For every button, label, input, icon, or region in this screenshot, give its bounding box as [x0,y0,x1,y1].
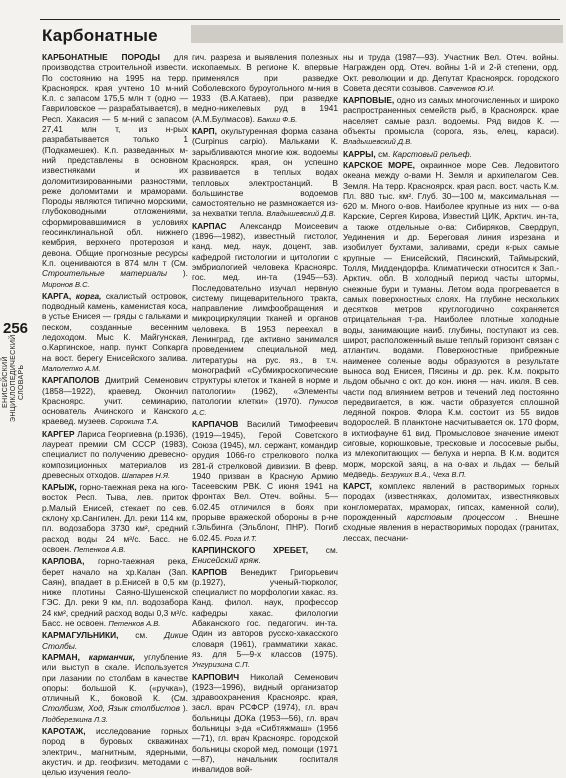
dictionary-entry [192,52,338,125]
dictionary-entry [343,149,559,159]
entry-headword: КАРПАС [192,220,227,231]
entry-text: исследование горных пород в буровых скважинах электрич., магнитным, ядерными, акустич. и др. геофизич. методами с целью изучения геоло- [42,726,188,778]
entry-author: Сорокина Т.А. [109,417,160,427]
entry-cross-reference: Енисейский кряж. [192,555,261,566]
page-number: 256 [3,320,29,337]
entry-author: Бакиш Ф.Б. [257,114,298,124]
header-rule [40,19,560,20]
entry-headword: КАРП, [192,126,217,137]
dictionary-entry [192,126,338,220]
entry-cross-reference: Дикие Столбы. [42,630,188,651]
text-column-3 [343,52,559,544]
dictionary-entry [192,545,338,566]
entry-author: Рога И.Т. [224,533,257,543]
dictionary-entry [192,567,338,671]
entry-headword: КАРПОВЫЕ, [343,95,395,106]
dictionary-entry [42,726,188,777]
entry-headword: КАРГА, [42,290,72,301]
entry-author: Владышевский Д.В. [266,209,336,219]
page-sidebar [0,320,34,430]
dictionary-entry [42,52,188,290]
entry-text: см. [325,544,338,555]
entry-text: Лариса Георгиевна (р.1936), лауреат премии СМ СССР (1983), специалист по получению древесно-композиционных материалов из древесных отходов. [42,428,188,480]
dictionary-entry [192,221,338,419]
entry-cross-reference: карстовым процессом [406,512,505,523]
entry-headword: КАРГЕР [42,428,75,439]
entry-text: ны и труда (1987—93). Участник Вел. Отеч. войны. Награжден орд. Отеч. войны 1-й и 2-й степени, орд. Окт. революции и др. Депутат Красноярск. городского Совета десяти созывов. [343,52,559,93]
dictionary-entry [343,95,559,147]
entry-text: Александр Моисеевич (1896—1982), известный гистолог, канд. мед. наук, доцент, зав. кафедрой гистологии и цитологии с эмбриологией человека Красноярс. гос. мед. ин-та (1945—53). Последовательно изучал нервную систему пищеварительного тракта, направление лимфообращения и микроциркуляции тканей и органов человека. В 1953 переехал в Ленинград, где активно занимался проведением специальной мед. литературы на рус. яз., в т.ч. монографий «Субмикроскопические структуры клеток и тканей в норме и патологии» (1962), «Элементы патологии клетки» (1970). [192,220,338,406]
entry-text-tail: . Внешне сходные явления в нерастворимых породах (гранитах, лессах, песчани- [343,512,559,543]
entry-text-tail: ). [182,703,188,714]
entry-headword: КАРБОНАТНЫЕ ПОРОДЫ [42,52,160,62]
dictionary-entry [42,652,188,725]
entry-headword: КАРМАН, [42,651,80,662]
entry-text: одно из самых многочисленных и широко распространенных семейств рыб, в Красноярск. крае населяет самые разл. водоемы. Ряд видов К. — объекты промысла (сорога, язь, елец, караси). [343,95,559,137]
entry-headword: КАРПИНСКОГО ХРЕБЕТ, [192,544,309,555]
entry-text: см. [378,148,391,159]
entry-text: комплекс явлений в растворимых горных породах (известняках, доломитах, известняковых конгломератах, мраморах, гипсах, каменной соли), порожденный [343,481,559,523]
entry-author: Владышевский Д.В. [343,137,413,147]
entry-headword: КАРОТАЖ, [42,726,86,736]
entry-author: Шапарев Н.Я. [121,470,171,480]
entry-cross-reference: Столбизм, Ход, Язык столбистов [42,703,180,714]
dictionary-entry [42,429,188,481]
entry-text: углубление или выступ в скале. Используется при лазании по столбам в качестве опоры: большой К. («ручка»), отличный К., боковой К. (См. [42,651,188,704]
entry-author: Миронов В.С. [42,279,90,289]
entry-text: гич. разреза и выявления полезных ископаемых. В регионе К. впервые применялся при разведке Соболевского буроугольного м-ния в 1933 (В.А.Катаев), при разведке медно-никелевых руд в 1941 (А.М.Булмасов). [192,52,338,124]
entry-text: окраинное море Сев. Ледовитого океана между о-вами Н. Земля и архипелагом Сев. Земля. На терр. Красноярск. края расп. вост. часть К.м. Пл. 880 тыс. км². Глуб. 30—100 м, максимальная — 620 м. Много о-вов. Наиболее крупные из них — о-ва Карские, Сергея Кирова, Известий ЦИК, Арктич. ин-та, а также отдельные о-ва: Сибиряков, Свердруп, Уединения и др. Береговая линия изрезана и изобилует бухтами, заливами, среди к-рых самые крупные — Енисейский, Пясинский, Таймырский, Толля, Миддендорфа. Климатически относится к Зап.-Арктич. обл. В холодный период часты штормы, снежные бури и туманы. Летом вода прогревается в самых поверхностных слоях. На глубине нескольких десятков метров круглогодично сохраняется отрицательная т-ра. Наиболее плотные холодные воды, занимающие наиб. глубины, поступают из сев. широт, расположенный выше теплый горизонт связан с атлантич. водами. Поверхностные прибрежные наименее соленые воды образуются в результате выноса вод Енисея, Пясины и др. рек. К.м. покрыто льдом обычно с окт. до кон. июня — нач. июля. В сев. части под влиянием ветров и течений лед постоянно передвигается, в юж. части образуется сплошной ледяной покров. Флора К.м. состоит из 55 видов водорослей. В планктоне насчитывается ок. 170 форм, в ихтиофауне 61 вид. Промысловое значение имеют сиговые, корюшковые, тресковые и лососевые рыбы, из млекопитающих — белуха и нерпа. В К.м. водится морж, морской заяц, а на о-вах и льдах — белый медведь. [343,159,559,479]
entry-text: Дмитрий Семенович (1858—1922), краевед. Окончил Красноярс. учит. семинарию, основатель Ачинского и Канского краевед. музеев. [42,375,188,427]
entry-author: Петенков А.В. [73,544,126,554]
dictionary-entry [343,52,559,94]
entry-headword-variant: карманчик, [88,651,136,662]
entry-cross-reference: Карстовый рельеф. [392,148,472,159]
entry-cross-reference: Строительные материалы [42,268,168,279]
entry-headword: КАРПОВИЧ [192,671,240,682]
entry-text: Венедикт Григорьевич (р.1927), ученый-тюрколог, специалист по морфологии хакас. яз. Канд. филол. наук, профессор кафедры хакас. филологии Абаканского гос. педагогич. ин-та. Один из авторов русско-хакасского словаря (1961), грамматики хакас. яз. для 5—9-х классов (1975). [192,566,339,659]
dictionary-entry [192,672,338,775]
text-column-2 [192,52,338,775]
entry-headword: КАРСКОЕ МОРЕ, [343,159,415,170]
entry-headword: КАРСТ, [343,481,372,492]
entry-author: Малолетко А.М. [42,363,101,373]
dictionary-entry [343,160,559,480]
page-title: Карбонатные [42,26,158,45]
entry-author: Пунисов А.С. [192,396,338,418]
dictionary-entry [42,375,188,427]
entry-author: Петенков А.В. [108,619,161,629]
entry-headword: КАРГАПОЛОВ [42,375,100,386]
dictionary-entry [192,419,338,544]
entry-text: для производства строительной извести. По состоянию на 1995 на терр. Красноярск. края учтено 10 м-ний К.п. с запасом 175,5 млн т (одно — Гавриловское — разрабатывается), в Респ. Хакасия — 5 м-ний с запасом 27,41 млн т, из н-рых разрабатывается только 1 (Подкамешек). К.п. разведанных м-ний представлены в основном известняками и их доломитизированными разностями, реже доломитами и мраморами. Породы являются типично морскими, глубоководными отложениями, сформировавшимися в условиях геосинклинальной обл. нижнего кембрия, верхнего протерозоя и девона. Общие прогнозные ресурсы К.п. оцениваются в 874 млн т (См. [42,52,188,268]
entry-text: скалистый островок, подводный камень, каменистая коса, в устье Енисея — гряды с гальками и песком, созданные весенним ледоходом. Мыс К. Майгунская, о.Каргинское, напр. пункт Сопкарга на вост. берегу Енисейского залива. [42,290,189,363]
dictionary-entry [42,630,188,651]
entry-headword: КАРЛОВА, [42,556,85,567]
text-column-1 [42,52,188,778]
book-title-vertical: ЕНИСЕЙСКИЙ ЭНЦИКЛОПЕДИЧЕСКИЙ СЛОВАРЬ [2,334,25,422]
entry-author: Унгуризина С.П. [192,660,250,670]
entry-text: горно-таежная река, берет начало на хр.Калан (Зап. Саян), впадает в р.Енисей в 0,5 км ниже плотины Саяно-Шушенской ГЭС. Дл. реки 9 км, пл. водозабора 24 км², средний расход воды 0,3 м³/с. Басс. не освоен. [42,556,188,629]
entry-headword: КАРЫЖ, [42,482,77,493]
entry-text: Василий Тимофеевич (1919—1945), Герой Советского Союза (1945), мл. сержант, командир орудия 1066-го стрелкового полка 281-й стрелковой дивизии. В февр. 1940 призван в Красную Армию Тасеевским РВК. С июня 1941 на фронтах Вел. Отеч. войны. 5—6.02.45 отличился в боях при прорыве вражеской обороны в р-не г.Эльбинга (Эльблонг, ПНР). Погиб 6.02.45. [192,419,338,543]
entry-headword: КАРПОВ [192,566,228,577]
dictionary-entry [42,291,188,374]
dictionary-entry [42,556,188,629]
entry-text-tail: ). [182,268,188,279]
dictionary-entry [343,481,559,543]
entry-headword: КАРРЫ, [343,148,376,159]
entry-headword: КАРПАЧОВ [192,419,239,430]
entry-text: горно-таежная река на юго-восток Респ. Тыва, лев. приток р.Малый Енисей, стекает по сев. склону хр.Сангилен. Дл. реки 114 км, пл. водозабора 3730 км², средний расход воды 24 м³/с. Басс. не освоен. [42,482,188,554]
entry-text: Николай Семенович (1923—1996), видный организатор здравоохранения Красноярс. края, засл. врач РСФСР (1974), гл. врач больницы ДОКа (1953—56), гл. врач больницы з-да «Сибтяжмаш» (1956—71), гл. врач Красноярс. городской больницы скорой мед. помощи (1971—87), начальник госпиталя инвалидов вой- [192,671,338,775]
running-head-bar [191,25,563,43]
entry-author: Савченков Ю.И. [438,83,496,93]
dictionary-entry [42,482,188,555]
entry-author: Безруких В.А., Чеха В.П. [380,469,467,479]
entry-headword: КАРМАГУЛЬНИКИ, [42,630,119,641]
entry-headword-variant: корга, [75,290,102,301]
entry-author: Подберезкина Л.З. [42,714,108,724]
entry-text: окультуренная форма сазана (Curpinus carpio). Мальками К. зарыбливаются многие юж. водоемы Красноярск. края, он успешно развивается в теплых водах тепловых электростанций. В большинстве водоемов самостоятельно не размножается из-за нехватки тепла. [192,126,338,219]
entry-text: см. [135,630,148,641]
